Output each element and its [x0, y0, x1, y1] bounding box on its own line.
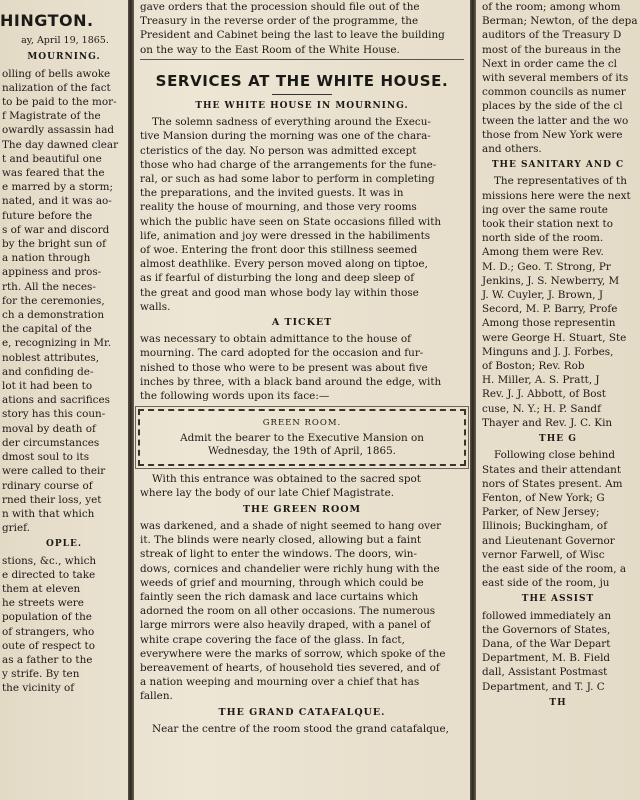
text-line: der circumstances: [2, 436, 100, 449]
text-line: s of war and discord: [2, 223, 110, 236]
text-line: everywhere were the marks of sorrow, which spoke of the: [140, 647, 446, 660]
text-line: of woe. Entering the front door this stillness seemed: [140, 244, 418, 257]
text-line: fallen.: [140, 690, 173, 703]
text-line: Thayer and Rev. J. C. Kin: [482, 416, 613, 429]
text-line: to be paid to the mor-: [2, 96, 117, 109]
text-line: Berman; Newton, of the depa: [482, 15, 638, 28]
text-line: cuse, N. Y.; H. P. Sandf: [482, 402, 601, 415]
text-line: States and their attendant: [482, 463, 622, 476]
text-line: Minguns and J. J. Forbes,: [482, 345, 614, 358]
text-line: Jenkins, J. S. Newberry, M: [482, 274, 620, 287]
text-line: tween the latter and the wo: [482, 114, 629, 127]
text-line: appiness and pros-: [2, 266, 102, 279]
text-line: them at eleven: [2, 582, 81, 595]
section-divider: [140, 59, 464, 60]
text-line: rth. All the neces-: [2, 280, 96, 293]
right-subhead-th: TH: [549, 697, 567, 708]
text-line: nished to those who were to be present was about five: [140, 361, 428, 374]
text-line: moval by death of: [2, 422, 96, 435]
left-article-text: [0, 67, 128, 536]
right-subhead-g: THE G: [539, 434, 577, 445]
text-line: on the way to the East Room of the White House.: [140, 43, 400, 56]
paragraph-green-room: [134, 519, 470, 704]
text-line: as a father to the: [2, 653, 93, 666]
text-line: Parker, of New Jersey;: [482, 506, 600, 519]
right-article-text: [476, 0, 640, 156]
text-line: which the public have seen on State occasions filled with: [140, 215, 442, 228]
ticket-line-2: Wednesday, the 19th of April, 1865.: [208, 445, 396, 458]
text-line: With this entrance was obtained to the sacred spot: [152, 473, 421, 486]
text-line: ations and sacrifices: [2, 394, 110, 407]
text-line: ch a demonstration: [2, 309, 105, 322]
text-line: the following words upon its face:—: [140, 390, 330, 403]
text-line: vernor Farwell, of Wisc: [482, 548, 605, 561]
text-line: east side of the room, ju: [482, 577, 610, 590]
text-line: it. The blinds were nearly closed, allowing but a faint: [140, 534, 422, 547]
text-line: The representatives of th: [494, 175, 627, 188]
text-line: nated, and it was ao-: [2, 195, 112, 208]
text-line: e marred by a storm;: [2, 181, 113, 194]
center-intro-text: [134, 0, 470, 57]
ticket-line-1: Admit the bearer to the Executive Mansion on: [180, 432, 424, 445]
text-line: auditors of the Treasury D: [482, 29, 622, 42]
text-line: was feared that the: [2, 167, 105, 180]
text-line: ral, or such as had some labor to perform in completing: [140, 173, 435, 186]
text-line: gave orders that the procession should file out of the: [140, 1, 420, 13]
text-line: n with that which: [2, 507, 95, 520]
right-column: [476, 0, 640, 800]
text-line: those who had charge of the arrangements for the fune-: [140, 158, 437, 171]
text-line: Department, and T. J. C: [482, 680, 605, 693]
text-line: story has this coun-: [2, 408, 106, 421]
text-line: The day dawned clear: [2, 138, 119, 151]
text-line: was necessary to obtain admittance to the house of: [140, 333, 411, 346]
text-line: and others.: [482, 143, 542, 156]
text-line: grief.: [2, 522, 30, 535]
text-line: as if fearful of disturbing the long and deep sleep of: [140, 272, 415, 285]
text-line: where lay the body of our late Chief Magistrate.: [140, 487, 395, 500]
text-line: he streets were: [2, 597, 84, 610]
text-line: J. W. Cuyler, J. Brown, J: [482, 289, 604, 302]
text-line: and confiding de-: [2, 365, 94, 378]
left-article-text-2: [0, 554, 128, 696]
text-line: dmost soul to its: [2, 451, 90, 464]
text-line: Dana, of the War Depart: [482, 637, 611, 650]
subhead-green-room: THE GREEN ROOM: [242, 503, 362, 515]
article-title: SERVICES AT THE WHITE HOUSE.: [155, 71, 449, 90]
text-line: Near the centre of the room stood the grand catafalque,: [152, 722, 449, 735]
right-article-text-3: [476, 448, 640, 590]
text-line: most of the bureaus in the: [482, 43, 621, 56]
text-line: large mirrors were also heavily draped, with a panel of: [140, 619, 431, 632]
text-line: nors of States present. Am: [482, 477, 623, 490]
title-rule: [272, 94, 332, 95]
center-column: [134, 0, 470, 800]
text-line: Rev. J. J. Abbott, of Bost: [482, 388, 606, 401]
text-line: f Magistrate of the: [2, 110, 101, 123]
text-line: M. D.; Geo. T. Strong, Pr: [482, 260, 611, 273]
paragraph-mourning: [134, 115, 470, 314]
text-line: Treasury in the reverse order of the programme, the: [140, 15, 419, 28]
text-line: y strife. By ten: [2, 668, 80, 681]
text-line: of Boston; Rev. Rob: [482, 360, 585, 373]
text-line: owardly assassin had: [2, 124, 115, 137]
text-line: e directed to take: [2, 568, 96, 581]
text-line: the vicinity of: [2, 682, 75, 695]
text-line: Among those representin: [482, 317, 616, 330]
text-line: those from New York were: [482, 128, 623, 141]
text-line: weeds of grief and mourning, through which could be: [140, 576, 424, 589]
text-line: walls.: [140, 300, 171, 313]
text-line: a nation weeping and mourning over a chief that has: [140, 676, 420, 689]
text-line: dows, cornices and chandelier were richly hung with the: [140, 562, 440, 575]
right-subhead-assist: THE ASSIST: [521, 594, 595, 605]
text-line: bereavement of hearts, of household ties severed, and of: [140, 661, 440, 674]
text-line: of strangers, who: [2, 625, 95, 638]
right-article-text-4: [476, 609, 640, 694]
text-line: the preparations, and the invited guests. It was in: [140, 187, 404, 200]
subhead-grand-catafalque: THE GRAND CATAFALQUE.: [218, 706, 386, 718]
text-line: e, recognizing in Mr.: [2, 337, 112, 350]
text-line: the great and good man whose body lay within those: [140, 286, 419, 299]
paragraph-entrance: [134, 472, 470, 500]
text-line: population of the: [2, 611, 92, 624]
text-line: Among them were Rev.: [482, 246, 604, 259]
text-line: white crape covering the face of the glass. In fact,: [140, 633, 405, 646]
text-line: oute of respect to: [2, 639, 95, 652]
paragraph-catafalque: [134, 722, 470, 736]
text-line: H. Miller, A. S. Pratt, J: [482, 374, 600, 387]
text-line: future before the: [2, 209, 93, 222]
text-line: olling of bells awoke: [2, 67, 111, 80]
text-line: the capital of the: [2, 323, 92, 336]
left-subhead-people: OPLE.: [46, 539, 82, 550]
left-column: [0, 0, 128, 800]
text-line: President and Cabinet being the last to leave the building: [140, 29, 445, 42]
text-line: almost deathlike. Every person moved along on tiptoe,: [140, 258, 428, 271]
text-line: Department, M. B. Field: [482, 652, 611, 665]
text-line: by the bright sun of: [2, 238, 107, 251]
text-line: was darkened, and a shade of night seemed to hang over: [140, 519, 442, 532]
text-line: places by the side of the cl: [482, 100, 623, 113]
text-line: dall, Assistant Postmast: [482, 666, 608, 679]
text-line: Next in order came the cl: [482, 57, 617, 70]
text-line: and Lieutenant Governor: [482, 534, 615, 547]
text-line: tive Mansion during the morning was one of the chara-: [140, 130, 431, 143]
text-line: were George H. Stuart, Ste: [482, 331, 627, 344]
paragraph-ticket: [134, 332, 470, 403]
text-line: inches by three, with a black band around the edge, with: [140, 375, 442, 388]
text-line: life, animation and joy were dressed in the habiliments: [140, 229, 431, 242]
right-article-text-2: [476, 174, 640, 430]
subhead-white-house-mourning: THE WHITE HOUSE IN MOURNING.: [195, 101, 409, 112]
text-line: cteristics of the day. No person was admitted except: [140, 144, 417, 157]
text-line: mourning. The card adopted for the occasion and fur-: [140, 347, 424, 360]
text-line: of the room; among whom: [482, 1, 621, 13]
text-line: adorned the room on all other occasions. The numerous: [140, 605, 436, 618]
text-line: for the ceremonies,: [2, 294, 105, 307]
left-column-header: HINGTON.: [0, 11, 94, 30]
text-line: rdinary course of: [2, 479, 93, 492]
text-line: t and beautiful one: [2, 152, 102, 165]
text-line: streak of light to enter the windows. The doors, win-: [140, 548, 417, 561]
text-line: faintly seen the rich damask and lace curtains which: [140, 590, 419, 603]
left-subhead-mourning: MOURNING.: [27, 52, 101, 63]
text-line: with several members of its: [482, 72, 629, 85]
text-line: Illinois; Buckingham, of: [482, 520, 608, 533]
ticket-heading: GREEN ROOM.: [262, 418, 342, 429]
text-line: followed immediately an: [482, 609, 612, 622]
text-line: north side of the room.: [482, 232, 604, 245]
text-line: Fenton, of New York; G: [482, 491, 605, 504]
text-line: nalization of the fact: [2, 81, 111, 94]
text-line: the east side of the room, a: [482, 562, 627, 575]
text-line: noblest attributes,: [2, 351, 100, 364]
right-subhead-sanitary: THE SANITARY AND C: [491, 160, 625, 171]
text-line: Secord, M. P. Barry, Profe: [482, 303, 618, 316]
text-line: took their station next to: [482, 218, 613, 231]
text-line: ing over the same route: [482, 203, 608, 216]
admission-ticket: [138, 409, 466, 466]
text-line: The solemn sadness of everything around the Execu-: [152, 116, 431, 129]
text-line: Following close behind: [494, 449, 616, 462]
text-line: missions here were the next: [482, 189, 631, 202]
text-line: reality the house of mourning, and those very rooms: [140, 201, 417, 214]
text-line: the Governors of States,: [482, 623, 611, 636]
text-line: lot it had been to: [2, 380, 93, 393]
text-line: common councils as numer: [482, 86, 626, 99]
text-line: were called to their: [2, 465, 106, 478]
text-line: a nation through: [2, 252, 91, 265]
left-dateline: ay, April 19, 1865.: [21, 35, 109, 47]
subhead-ticket: A TICKET: [271, 317, 333, 329]
text-line: rned their loss, yet: [2, 493, 102, 506]
text-line: stions, &c., which: [2, 554, 97, 567]
